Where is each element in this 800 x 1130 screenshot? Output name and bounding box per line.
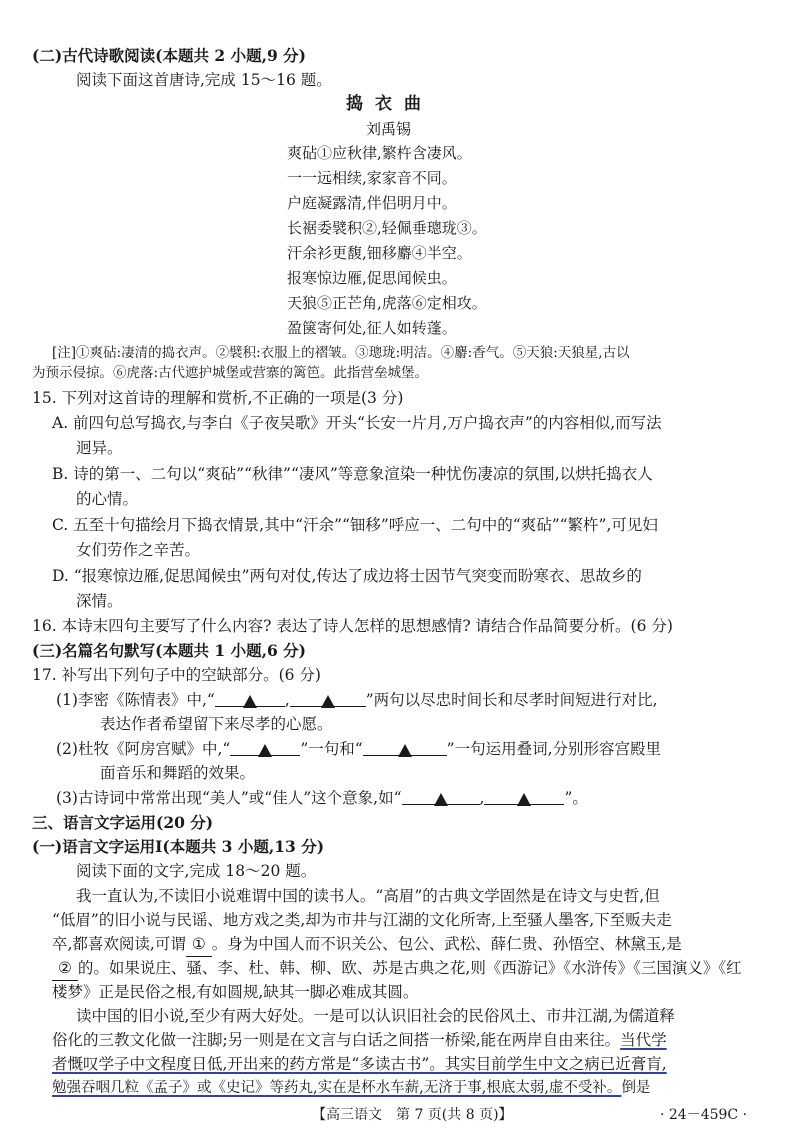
passage-text: 的。如果说庄、骚、李、杜、韩、柳、欧、苏是古典之花,则《西游记》《水浒传》《三国演义》《红 — [77, 959, 742, 977]
question-16: 16. 本诗末四句主要写了什么内容? 表达了诗人怎样的思想感情? 请结合作品简要分析。(6 分) — [32, 617, 673, 635]
poem-note: [注]①爽砧:凄清的捣衣声。②襞积:衣服上的褶皱。③璁珑:明洁。④麝:香气。⑤天狼:天狼星,古以 — [52, 345, 630, 361]
poetry-instruction: 阅读下面这首唐诗,完成 15～16 题。 — [76, 71, 332, 89]
fill-sentence-3-pre: (3)古诗词中常常出现“美人”或“佳人”这个意象,如“ — [56, 789, 402, 807]
passage-line: 我一直认为,不读旧小说难谓中国的读书人。“高眉”的古典文学固然是在诗文与史哲,但 — [76, 887, 660, 905]
answer-blank[interactable] — [290, 688, 366, 707]
passage-text: 。身为中国人而不识关公、包公、武松、薛仁贵、孙悟空、林黛玉,是 — [211, 935, 682, 953]
option-a: A. 前四句总写捣衣,与李白《子夜吴歌》开头“长安一片月,万户捣衣声”的内容相似,而写法 — [52, 414, 662, 432]
fill-sentence-1-pre: (1)李密《陈情表》中,“ — [56, 691, 215, 709]
option-c-cont: 女们劳作之辛苦。 — [76, 541, 201, 559]
fill-sentence-1 — [56, 688, 658, 712]
poem-note: 为预示侵掠。⑥虎落:古代遮护城堡或营寨的篱笆。此指营垒城堡。 — [32, 365, 429, 381]
fill-sentence-2-pre: (2)杜牧《阿房宫赋》中,“ — [56, 740, 231, 758]
section-heading-language: 三、语言文字运用(20 分) — [32, 813, 214, 832]
option-d-cont: 深情。 — [76, 592, 123, 610]
underlined-text: 当代学 — [620, 1031, 667, 1049]
question-15-stem: 15. 下列对这首诗的理解和赏析,不正确的一项是(3 分) — [32, 389, 404, 407]
fill-sentence-2-cont: 面音乐和舞蹈的效果。 — [100, 764, 256, 782]
poem-line: 汗余衫更馥,钿移麝④半空。 — [287, 244, 472, 262]
passage-line: “低眉”的旧小说与民谣、地方戏之类,却为市井与江湖的文化所寄,上至骚人墨客,下至贩夫走 — [52, 911, 672, 929]
sub-heading-language-1: (一)语言文字运用Ⅰ(本题共 3 小题,13 分) — [32, 837, 325, 856]
poem-line: 长裾委襞积②,轻佩垂璁珑③。 — [287, 219, 487, 237]
triangle-icon — [434, 793, 448, 806]
fill-sentence-3 — [56, 786, 588, 810]
answer-blank[interactable] — [215, 688, 285, 707]
poem-author: 刘禹锡 — [366, 120, 412, 138]
triangle-icon — [243, 695, 257, 708]
underlined-text: 勉强吞咽几粒《孟子》或《史记》等药丸,实在是杯水车薪,无济于事,根底太弱,虚不受补。 — [52, 1080, 622, 1096]
poem-line: 户庭凝露清,伴侣明月中。 — [287, 194, 457, 212]
passage-line — [52, 1076, 650, 1100]
option-b-cont: 的心情。 — [76, 490, 139, 508]
triangle-icon — [517, 793, 531, 806]
passage-line — [52, 932, 682, 957]
fill-sentence-3-post: ”。 — [564, 789, 588, 807]
answer-blank[interactable] — [402, 786, 480, 805]
option-b: B. 诗的第一、二句以“爽砧”“秋律”“凄风”等意象渲染一种忧伤凄凉的氛围,以烘托捣衣人 — [52, 465, 653, 483]
passage-line — [52, 1028, 667, 1052]
answer-blank[interactable] — [230, 737, 300, 756]
answer-blank[interactable] — [363, 737, 447, 756]
passage-text: 俗化的三教文化做一注脚;另一则是在文言与白话之间搭一桥梁,能在两岸自由来往。 — [52, 1031, 621, 1049]
poem-line: 天狼⑤正芒角,虎落⑥定相攻。 — [287, 294, 487, 312]
passage-line — [52, 956, 742, 981]
fill-sentence-1-post: ”两句以尽忠时间长和尽孝时间短进行对比, — [365, 691, 658, 709]
passage-blank-1: ① — [186, 932, 212, 957]
exam-code: · 24－459C · — [660, 1107, 748, 1123]
section-heading-famous: (三)名篇名句默写(本题共 1 小题,6 分) — [32, 641, 306, 660]
passage-line: 读中国的旧小说,至少有两大好处。一是可以认识旧社会的民俗风土、市井江湖,为儒道释 — [76, 1007, 675, 1025]
section-heading-poetry: (二)古代诗歌阅读(本题共 2 小题,9 分) — [32, 46, 306, 65]
triangle-icon — [321, 695, 335, 708]
fill-sentence-2 — [56, 737, 661, 761]
language-instruction: 阅读下面的文字,完成 18～20 题。 — [76, 862, 317, 880]
fill-sentence-2-post: ”一句运用叠词,分别形容宫殿里 — [446, 740, 662, 758]
option-a-cont: 迥异。 — [76, 439, 123, 457]
option-d: D. “报寒惊边雁,促思闻候虫”两句对仗,传达了成边将士因节气突变而盼寒衣、思故乡的 — [52, 567, 642, 585]
fill-sentence-1-cont: 表达作者希望留下来尽孝的心愿。 — [100, 715, 333, 733]
answer-blank[interactable] — [484, 786, 564, 805]
fill-sentence-1-mid: , — [284, 691, 290, 709]
underlined-passage-line: 者慨叹学子中文程度日低,开出来的药方常是“多读古书”。其实目前学生中文之病已近膏肓, — [52, 1055, 667, 1073]
poem-line: 报寒惊边雁,促思闻候虫。 — [287, 269, 457, 287]
question-17-stem: 17. 补写出下列句子中的空缺部分。(6 分) — [32, 666, 321, 684]
triangle-icon — [398, 744, 412, 757]
passage-blank-2: ② — [52, 956, 78, 981]
triangle-icon — [258, 744, 272, 757]
poem-line: 爽砧①应秋律,繁杵含凄风。 — [287, 144, 472, 162]
option-c: C. 五至十句描绘月下捣衣情景,其中“汗余”“钿移”呼应一、二句中的“爽砧”“繁杵”,可见妇 — [52, 516, 658, 534]
passage-text: 倒是 — [621, 1080, 651, 1096]
passage-text: 卒,都喜欢阅读,可谓 — [52, 935, 186, 953]
fill-sentence-2-mid: ”一句和“ — [300, 740, 363, 758]
passage-line: 楼梦》正是民俗之根,有如圆规,缺其一脚必难成其圆。 — [52, 983, 419, 1001]
poem-line: 一一远相续,家家音不同。 — [287, 169, 457, 187]
poem-line: 盈箧寄何处,征人如转蓬。 — [287, 319, 457, 337]
fill-sentence-3-mid: , — [479, 789, 485, 807]
poem-title: 捣衣曲 — [346, 94, 433, 114]
page-number-label: 【高三语文 第 7 页(共 8 页)】 — [312, 1107, 513, 1123]
